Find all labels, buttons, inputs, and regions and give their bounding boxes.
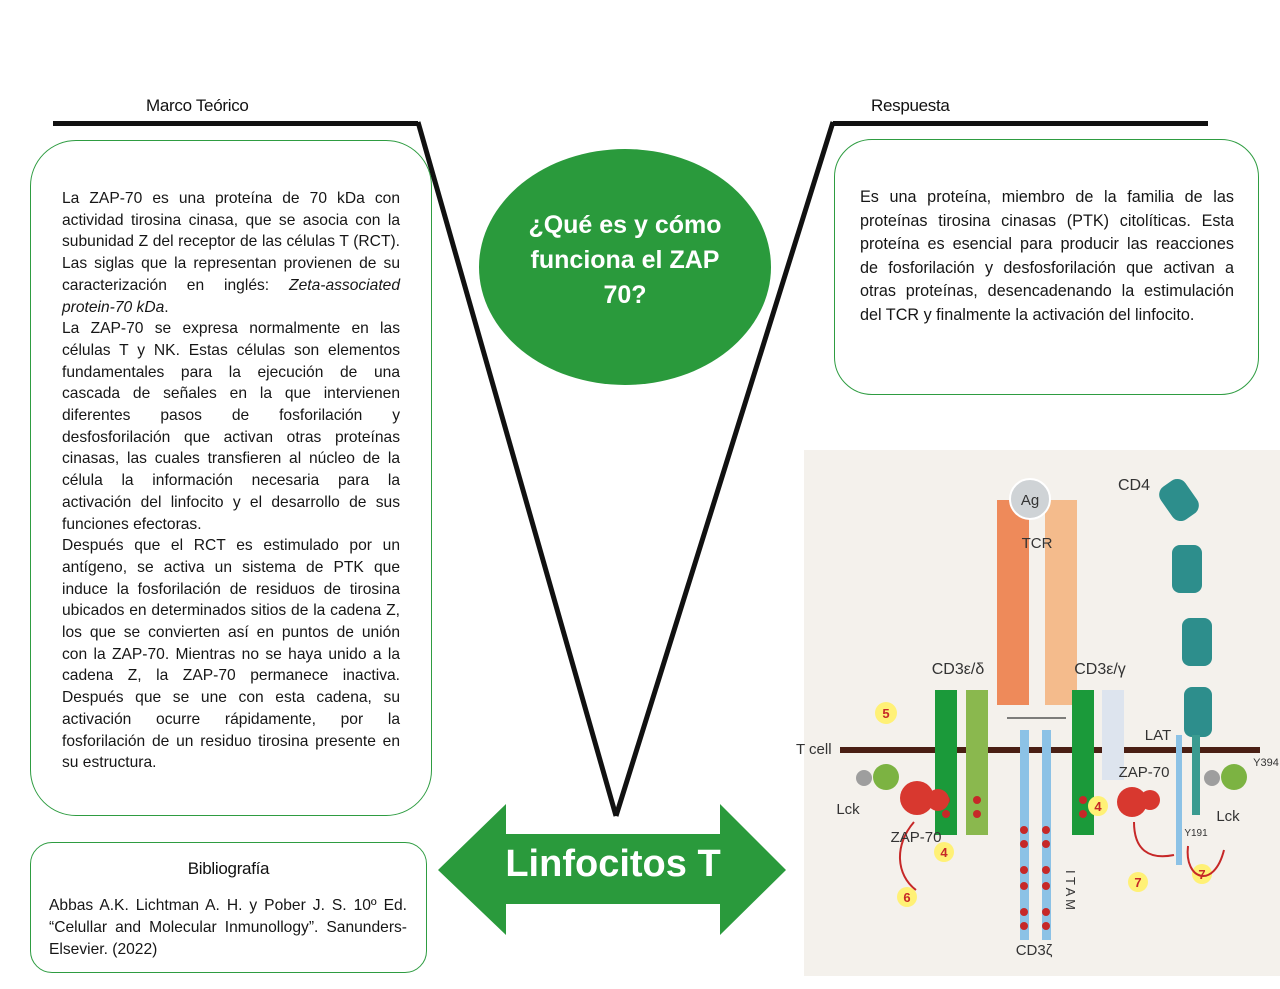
bibliography-box xyxy=(30,842,427,973)
theory-p1-italic: Zeta-associated protein-70 kDa xyxy=(62,276,400,316)
lat-chain xyxy=(1176,735,1182,865)
lck-left-sh xyxy=(856,770,872,786)
lck-right-sh xyxy=(1204,770,1220,786)
label-tcr: TCR xyxy=(1021,535,1053,552)
label-ag: Ag xyxy=(1020,492,1040,509)
label-lck-right: Lck xyxy=(1216,808,1240,825)
heading-marco-teorico: Marco Teórico xyxy=(146,96,249,115)
question-ellipse xyxy=(479,149,771,385)
cd4-domain-2 xyxy=(1172,545,1202,593)
cd4-domain-4 xyxy=(1184,687,1212,737)
step-4-right: 4 xyxy=(1094,799,1102,814)
bibliography-heading: Bibliografía xyxy=(187,859,270,878)
theory-text xyxy=(62,188,400,774)
cd4-tail xyxy=(1192,735,1200,815)
label-itam: I T A M xyxy=(1063,870,1078,910)
heading-respuesta: Respuesta xyxy=(871,96,950,115)
zap70-left-b xyxy=(927,789,949,811)
label-cd4: CD4 xyxy=(1117,477,1151,494)
theory-p1-end: . xyxy=(164,298,169,316)
theory-paragraph-2: La ZAP-70 se expresa normalmente en las células T y NK. Estas células son elementos fundamentales para la ejecución de una cascada de señales en la que intervienen diferentes pasos de fosforilación y desfosforilación que activan otras proteínas cinasas, las cuales transfieren al núcleo de la célula la información necesaria para la activación del linfocito y el desarrollo de sus funciones efectoras. xyxy=(62,320,400,533)
label-zap70-left: ZAP-70 xyxy=(890,829,942,846)
lck-right xyxy=(1221,764,1247,790)
answer-text: Es una proteína, miembro de la familia de las proteínas tirosina cinasas (PTK) citolíticas. Esta proteína es esencial para producir las reacciones de fosforilación y desfosforilación que activan a otras proteínas, desencadenando la estimulación del TCR y finalmente la activación del linfocito. xyxy=(860,188,1234,324)
label-t-cell: T cell xyxy=(796,741,832,758)
step-4-left: 4 xyxy=(940,845,948,860)
tcr-alpha-chain xyxy=(997,500,1029,705)
label-zap70-right: ZAP-70 xyxy=(1118,764,1170,781)
zap70-right-b xyxy=(1140,790,1160,810)
step-7-right: 7 xyxy=(1198,867,1206,882)
question-text: ¿Qué es y cómo funciona el ZAP 70? xyxy=(528,211,722,309)
theory-box xyxy=(30,140,432,816)
step-5: 5 xyxy=(882,706,890,721)
theory-p1-text: La ZAP-70 es una proteína de 70 kDa con actividad tirosina cinasa, que se asocia con la subunidad Z del receptor de las células T (RCT). Las siglas que la representan provienen de su caracterización en inglés: xyxy=(62,190,400,294)
label-y394: Y394 xyxy=(1253,757,1279,769)
tcr-signaling-diagram xyxy=(796,450,1280,976)
label-lck-left: Lck xyxy=(836,801,860,818)
lck-left xyxy=(873,764,899,790)
step-7-left: 7 xyxy=(1134,875,1142,890)
label-cd3-eg: CD3ε/γ xyxy=(1074,661,1126,678)
arrow-label: Linfocitos T xyxy=(505,843,721,885)
theory-paragraph-3: Después que el RCT es estimulado por un antígeno, se activa un sistema de PTK que induce la fosforilación de residuos de tirosina ubicados en determinados sitios de la cadena Z, los que se convierten así en puntos de unión con la ZAP-70. Mientras no se haya unido a la cadena Z, la ZAP-70 permanece inactiva. Después que se une con esta cadena, su activación ocurre rápidamente, por la fosforilación de un residuo tirosina presente en su estructura. xyxy=(62,537,400,772)
label-cd3-ed: CD3ε/δ xyxy=(931,661,985,678)
tcr-beta-chain xyxy=(1045,500,1077,705)
label-y191: Y191 xyxy=(1184,828,1208,839)
theory-paragraph-1 xyxy=(62,188,400,318)
label-lat: LAT xyxy=(1144,727,1172,744)
bibliography-text: Abbas A.K. Lichtman A. H. y Pober J. S. 10º Ed. “Celullar and Molecular Inmunollogy”. Sanunders-Elsevier. (2022) xyxy=(49,897,407,958)
answer-box xyxy=(834,139,1259,395)
step-6: 6 xyxy=(903,890,911,905)
label-cd3-zeta: CD3ζ xyxy=(1015,942,1053,959)
cd4-domain-3 xyxy=(1182,618,1212,666)
